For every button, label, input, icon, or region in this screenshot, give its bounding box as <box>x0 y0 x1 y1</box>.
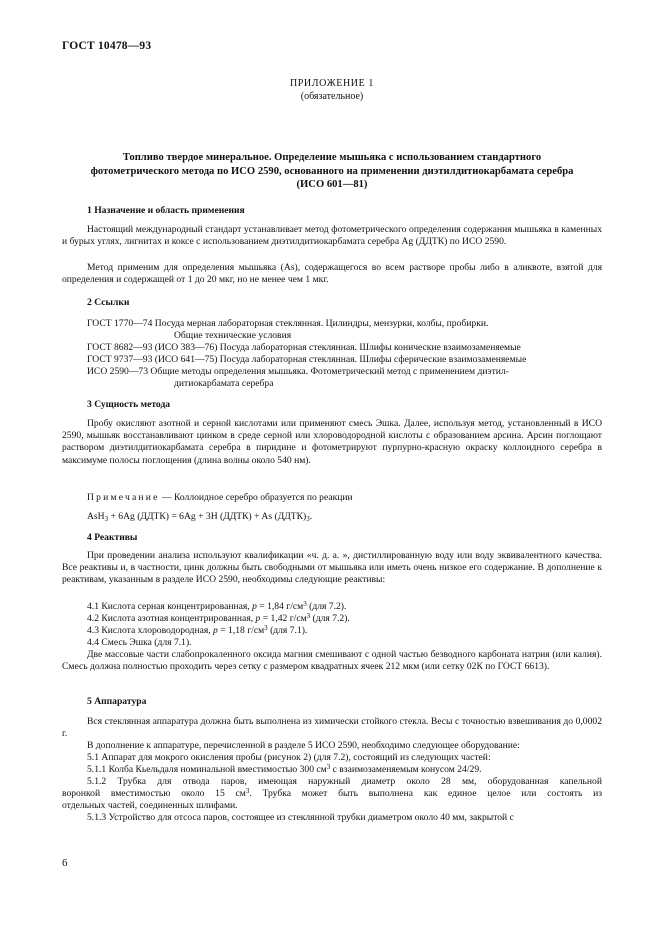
item-5-1-2-line-3: отдельных частей, соединенных шлифами. <box>62 800 238 811</box>
reaction-equation: AsH$_3$ + 6Ag (ДДТК) = 6Ag + 3H (ДДТК) + As $(ДДТК)_3$. <box>87 511 313 523</box>
page-number: 6 <box>62 857 68 869</box>
reference-3: ГОСТ 9737—93 (ИСО 641—75) Посуда лабораторная стеклянная. Шлифы сферические взаимозаменяемые <box>87 354 527 365</box>
section-3-paragraph: Пробу окисляют азотной и серной кислотами или применяют смесь Эшка. Далее, используя метод, установленный в ИСО 2590, мышьяк восстанавливают цинком в среде серной или хлороводородной кислоты с образованием арсина. Арсин поглощают раствором диэтилдитиокарбамата серебра в пиридине и фотометрируют пурпурно-красную окраску коллоидного серебра в максимуме полосы поглощения (длина волны около 540 нм). <box>62 418 602 466</box>
section-4-heading: 4 Реактивы <box>87 532 138 543</box>
reference-2: ГОСТ 8682—93 (ИСО 383—76) Посуда лабораторная стеклянная. Шлифы конические взаимозаменяемые <box>87 342 521 353</box>
section-1-paragraph-2: Метод применим для определения мышьяка (As), содержащегося во всем растворе пробы либо в аликвоте, взятой для определения и содержащей от 1 до 20 мкг, но не менее чем 1 мкг. <box>62 262 602 286</box>
section-3-heading: 3 Сущность метода <box>87 399 171 410</box>
section-5-heading: 5 Аппаратура <box>87 696 147 707</box>
reagent-4-4: 4.4 Смесь Эшка (для 7.1). <box>87 637 192 648</box>
section-5-paragraph-1: Вся стеклянная аппаратура должна быть выполнена из химически стойкого стекла. Весы с точностью взвешивания до 0,0002 г. <box>62 716 602 740</box>
reference-4-continued: дитиокарбамата серебра <box>174 378 274 389</box>
reference-1: ГОСТ 1770—74 Посуда мерная лабораторная стеклянная. Цилиндры, мензурки, колбы, пробирки. <box>87 318 489 329</box>
reference-4: ИСО 2590—73 Общие методы определения мышьяка. Фотометрический метод с применением диэтил- <box>87 366 509 377</box>
reagent-4-3: 4.3 Кислота хлороводородная, p = 1,18 $г/см^3$ (для 7.1). <box>87 624 308 636</box>
section-1-heading: 1 Назначение и область применения <box>87 205 245 216</box>
appendix-status: (обязательное) <box>300 91 364 102</box>
section-4-paragraph-2: Две массовые части слабопрокаленного оксида магния смешивают с одной частью безводного карбоната натрия (или калия). Смесь должна полностью проходить через сетку с размером квадратных ячеек 212 мкм (или сетку 02К по ГОСТ 6613). <box>62 649 602 673</box>
reagent-4-2: 4.2 Кислота азотная концентрированная, p = 1,42 $г/см^3$ (для 7.2). <box>87 612 350 624</box>
item-5-1-1: 5.1.1 Колба Кьельдаля номинальной вместимостью 300 $см^3$ с взаимозаменяемым конусом 24/29. <box>87 763 482 775</box>
section-4-paragraph-1: При проведении анализа используют квалификации «ч. д. а. », дистиллированную воду или воду эквивалентного качества. Все реактивы и, в частности, цинк должны быть свободными от мышьяка или иметь очень низкое его содержание. В дополнение к реактивам, указанным в разделе ИСО 2590, необходимы следующие реактивы: <box>62 550 602 586</box>
standard-id-header: ГОСТ 10478—93 <box>62 40 152 52</box>
appendix-label: ПРИЛОЖЕНИЕ 1 <box>289 78 375 89</box>
item-5-1: 5.1 Аппарат для мокрого окисления пробы (рисунок 2) (для 7.2), состоящий из следующих частей: <box>87 752 491 763</box>
item-5-1-3: 5.1.3 Устройство для отсоса паров, состоящее из стеклянной трубки диаметром около 40 мм, закрытой с <box>87 812 514 823</box>
reference-1-continued: Общие технические условия <box>174 330 292 341</box>
title-line-3: (ИСО 601—81) <box>296 179 368 191</box>
title-line-2: фотометрического метода по ИСО 2590, основанного на применении диэтилдитиокарбамата серебра <box>90 165 574 177</box>
item-5-1-2-line-1: 5.1.2 Трубка для отвода паров, имеющая наружный диаметр около 28 мм, оборудованная капельной <box>87 776 602 787</box>
note-text: — Коллоидное серебро образуется по реакции <box>159 492 353 503</box>
document-title <box>62 151 602 192</box>
reagent-4-1: 4.1 Кислота серная концентрированная, p = 1,84 $г/см^3$ (для 7.2). <box>87 600 347 612</box>
item-5-1-2-line-2: воронкой вместимостью около 15 $см^3$. Трубка может быть выполнена как единое целое или состоять из <box>62 787 602 799</box>
note-label: Примечание <box>87 492 160 503</box>
section-5-paragraph-2: В дополнение к аппаратуре, перечисленной в разделе 5 ИСО 2590, необходимо следующее оборудование: <box>87 740 520 751</box>
title-line-1: Топливо твердое минеральное. Определение мышьяка с использованием стандартного <box>122 152 542 163</box>
section-1-paragraph-1: Настоящий международный стандарт устанавливает метод фотометрического определения содержания мышьяка в каменных и бурых углях, лигнитах и коксе с использованием диэтилдитиокарбамата серебра Ag (ДДТК) по ИСО 2590. <box>62 224 602 248</box>
section-3-note <box>87 492 353 504</box>
section-2-heading: 2 Ссылки <box>87 297 130 308</box>
